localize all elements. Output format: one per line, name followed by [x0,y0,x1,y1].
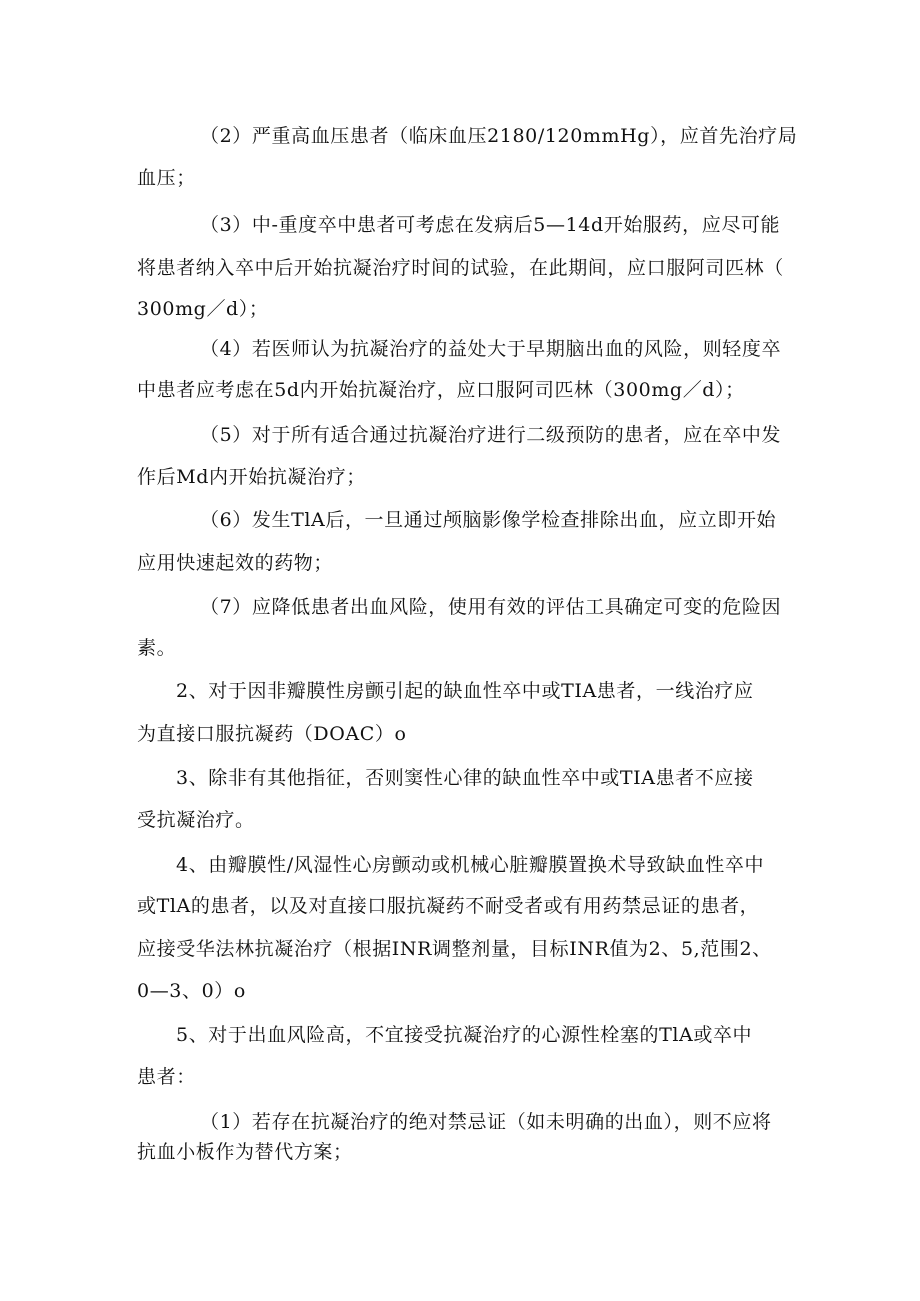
text-line: 4、由瓣膜性/风湿性心房颤动或机械心脏瓣膜置换术导致缺血性卒中 [176,854,765,876]
text-line: （3）中-重度卒中患者可考虑在发病后5—14d开始服药，应尽可能 [200,214,781,236]
text-line: 抗血小板作为替代方案； [137,1141,353,1163]
text-line: 3、除非有其他指征，否则窦性心律的缺血性卒中或TIA患者不应接 [176,767,754,789]
text-line: （6）发生TlA后，一旦通过颅脑影像学检查排除出血，应立即开始 [200,509,777,531]
text-line: （1）若存在抗凝治疗的绝对禁忌证（如未明确的出血），则不应将 [200,1111,772,1133]
text-line: 2、对于因非瓣膜性房颤引起的缺血性卒中或TIA患者，一线治疗应 [176,680,754,702]
text-line: 应用快速起效的药物； [137,552,334,574]
text-line: （4）若医师认为抗凝治疗的益处大于早期脑出血的风险，则轻度卒 [200,338,782,360]
text-line: 0—3、0）o [137,980,246,1002]
text-line: 受抗凝治疗。 [137,809,255,831]
text-line: 作后Md内开始抗凝治疗； [137,466,366,488]
text-line: 为直接口服抗凝药（DOAC）o [137,723,407,745]
text-line: 应接受华法林抗凝治疗（根据INR调整剂量，目标INR值为2、5,范围2、 [137,938,772,960]
text-line: 或TlA的患者，以及对直接口服抗凝药不耐受者或有用药禁忌证的患者， [137,895,760,917]
text-line: 300mg／d）； [137,298,269,320]
text-line: 中患者应考虑在5d内开始抗凝治疗，应口服阿司匹林（300mg／d）； [137,379,745,401]
text-line: （5）对于所有适合通过抗凝治疗进行二级预防的患者，应在卒中发 [200,424,782,446]
text-line: 患者： [137,1066,196,1088]
text-line: 5、对于出血风险高，不宜接受抗凝治疗的心源性栓塞的TlA或卒中 [176,1024,753,1046]
text-line: 素。 [137,637,177,659]
text-line: （7）应降低患者出血风险，使用有效的评估工具确定可变的危险因 [200,596,782,618]
text-line: （2）严重高血压患者（临床血压2180/120mmHg），应首先治疗局 [200,125,798,147]
text-line: 将患者纳入卒中后开始抗凝治疗时间的试验，在此期间，应口服阿司匹林（ [137,257,784,279]
text-line: 血压； [137,167,196,189]
